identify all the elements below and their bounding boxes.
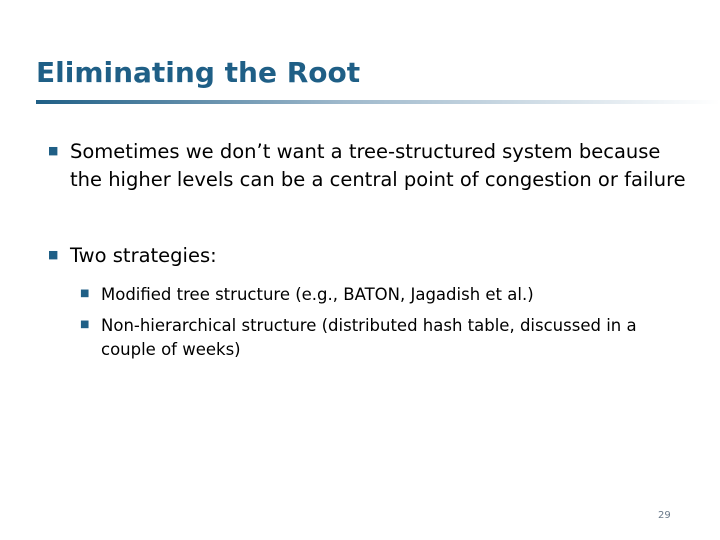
sub-bullet-text: Non-hierarchical structure (distributed hash table, discussed in a couple of weeks) xyxy=(101,316,637,359)
bullet-text: Sometimes we don’t want a tree-structured system because the higher levels can be a central point of congestion or failure xyxy=(70,140,686,191)
square-bullet-icon: ■ xyxy=(80,288,90,299)
square-bullet-icon: ■ xyxy=(48,248,59,261)
title-underline-divider xyxy=(36,100,720,104)
sub-bullet-item xyxy=(80,314,680,362)
slide-title: Eliminating the Root xyxy=(36,56,361,89)
sub-bullet-text: Modified tree structure (e.g., BATON, Jagadish et al.) xyxy=(101,285,534,304)
square-bullet-icon: ■ xyxy=(80,319,90,330)
bullet-item xyxy=(48,138,688,194)
page-number: 29 xyxy=(658,510,671,521)
bullet-text: Two strategies: xyxy=(70,244,217,267)
square-bullet-icon: ■ xyxy=(48,144,59,157)
bullet-item xyxy=(48,242,688,270)
sub-bullet-item xyxy=(80,283,680,307)
